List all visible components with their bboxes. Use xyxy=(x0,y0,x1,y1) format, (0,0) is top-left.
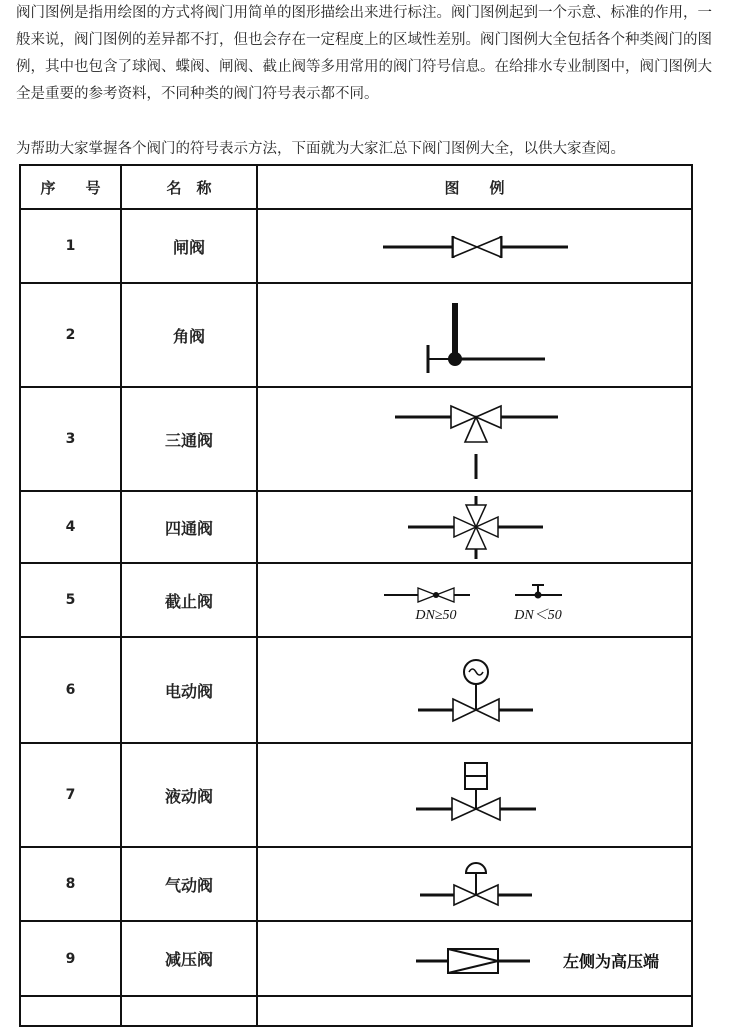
dn-large-label: DN≥50 xyxy=(415,608,457,623)
table-row xyxy=(20,637,692,743)
valve-name: 气动阀 xyxy=(121,847,257,921)
table-header-row xyxy=(20,165,692,209)
valve-name: 液动阀 xyxy=(121,743,257,847)
four-way-valve-symbol xyxy=(257,491,692,563)
high-pressure-note: 左侧为高压端 xyxy=(563,951,660,971)
table-row xyxy=(20,387,692,491)
row-number: 1 xyxy=(20,209,121,283)
valve-name: 三通阀 xyxy=(121,387,257,491)
pneumatic-valve-symbol xyxy=(257,847,692,921)
table-row xyxy=(20,563,692,637)
table-row xyxy=(20,847,692,921)
angle-valve-symbol xyxy=(257,283,692,387)
pressure-reducing-valve-symbol xyxy=(257,921,692,996)
lead-sentence: 为帮助大家掌握各个阀门的符号表示方法，下面就为大家汇总下阀门图例大全，以供大家查阅。 xyxy=(16,141,625,157)
hydraulic-valve-symbol xyxy=(257,743,692,847)
header-name: 名 称 xyxy=(121,165,257,209)
row-number: 4 xyxy=(20,491,121,563)
table-row xyxy=(20,491,692,563)
three-way-valve-symbol xyxy=(257,387,692,491)
row-number: 6 xyxy=(20,637,121,743)
row-number: 8 xyxy=(20,847,121,921)
table-row xyxy=(20,921,692,996)
valve-name: 四通阀 xyxy=(121,491,257,563)
row-number: 2 xyxy=(20,283,121,387)
dn-small-label: DN＜50 xyxy=(514,608,562,623)
table-row xyxy=(20,283,692,387)
table-row xyxy=(20,209,692,283)
table-row xyxy=(20,743,692,847)
globe-valve-symbol xyxy=(257,563,692,637)
valve-name: 减压阀 xyxy=(121,921,257,996)
row-number: 5 xyxy=(20,563,121,637)
header-symbol: 图 例 xyxy=(257,165,692,209)
row-number: 7 xyxy=(20,743,121,847)
valve-name: 截止阀 xyxy=(121,563,257,637)
intro-paragraph: 阀门图例是指用绘图的方式将阀门用简单的图形描绘出来进行标注。阀门图例起到一个示意、标准的作用，一般来说，阀门图例的差异都不打，但也会存在一定程度上的区域性差别。阀门图例大全包括各个种类阀门的图例，其中也包含了球阀、蝶阀、闸阀、截止阀等多用常用的阀门符号信息。在给排水专业制图中，阀门图例大全是重要的参考资料，不同种类的阀门符号表示都不同。 xyxy=(16,5,712,102)
row-number: 9 xyxy=(20,921,121,996)
valve-legend-table xyxy=(19,164,693,1027)
gate-valve-symbol xyxy=(257,209,692,283)
valve-name: 闸阀 xyxy=(121,209,257,283)
row-number: 3 xyxy=(20,387,121,491)
header-index: 序 号 xyxy=(20,165,121,209)
valve-name: 电动阀 xyxy=(121,637,257,743)
electric-valve-symbol xyxy=(257,637,692,743)
valve-name: 角阀 xyxy=(121,283,257,387)
